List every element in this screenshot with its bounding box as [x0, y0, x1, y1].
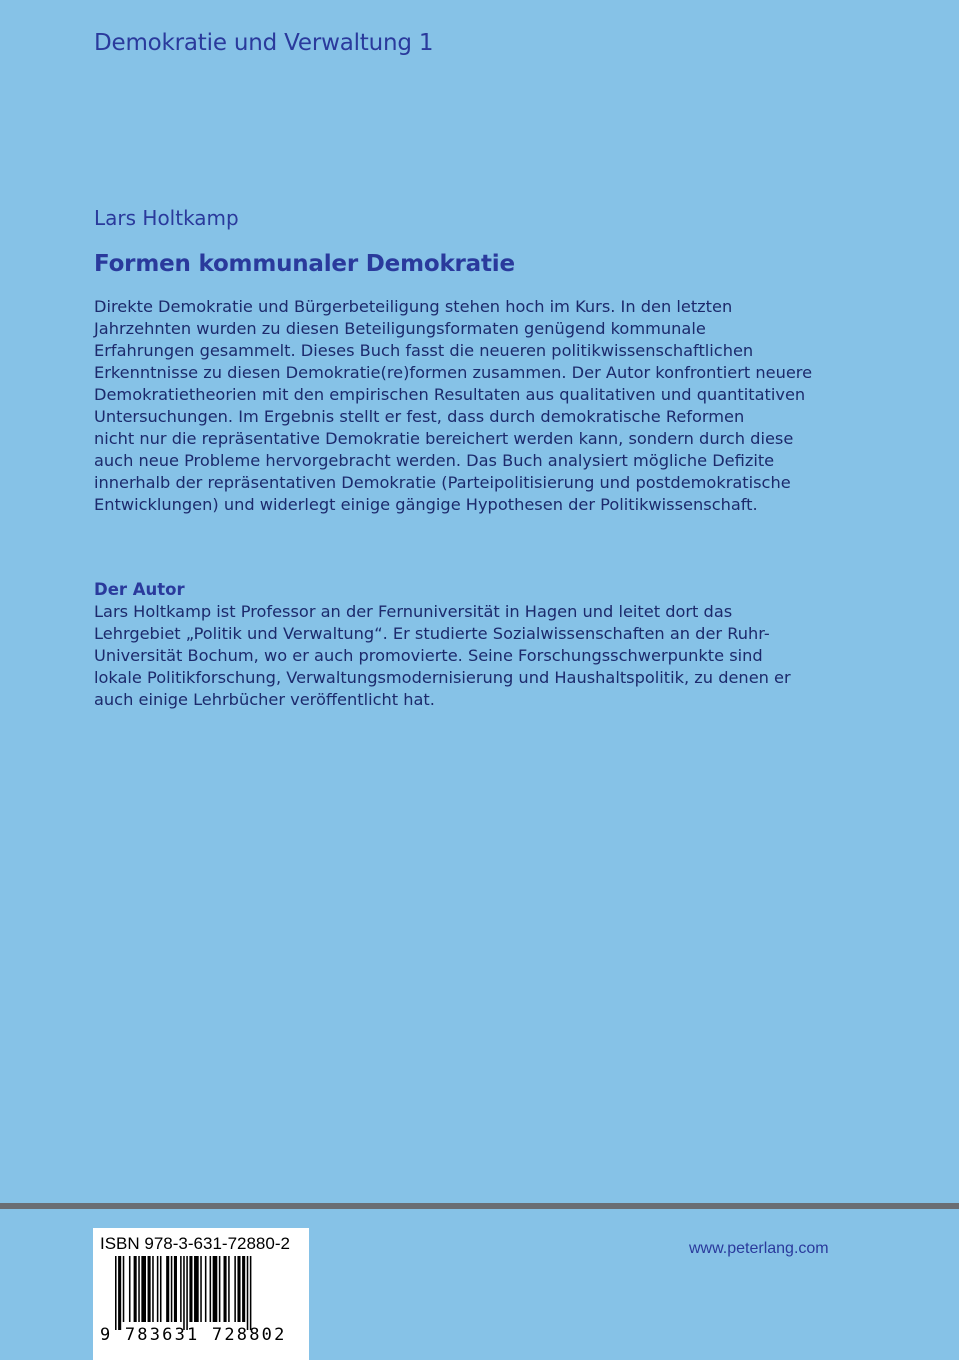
- barcode-bar: [180, 1256, 182, 1322]
- about-author-heading: Der Autor: [94, 580, 185, 599]
- blurb-line: Direkte Demokratie und Bürgerbeteiligung stehen hoch im Kurs. In den letzten: [94, 297, 733, 316]
- isbn-label: ISBN 978-3-631-72880-2: [100, 1234, 290, 1253]
- barcode-bar: [118, 1256, 121, 1330]
- barcode-bar: [228, 1256, 230, 1322]
- divider: [0, 1203, 959, 1209]
- blurb-line: Erfahrungen gesammelt. Dieses Buch fasst die neueren politikwissenschaftlichen: [94, 341, 754, 360]
- barcode-bar: [123, 1256, 125, 1322]
- blurb-line: Erkenntnisse zu diesen Demokratie(re)formen zusammen. Der Autor konfrontiert neuere: [94, 363, 813, 382]
- barcode-bar: [210, 1256, 212, 1322]
- barcode-bar: [186, 1256, 188, 1330]
- barcode-bar: [129, 1256, 131, 1322]
- barcode-bar: [194, 1256, 199, 1322]
- barcode-bar: [134, 1256, 137, 1322]
- barcode-digits: 9 783631 728802: [100, 1325, 287, 1345]
- about-line: auch einige Lehrbücher veröffentlicht hat.: [94, 690, 435, 709]
- barcode-bar: [152, 1256, 154, 1322]
- barcode-bar: [224, 1256, 227, 1322]
- barcode-bar: [141, 1256, 146, 1322]
- barcode-bar: [250, 1256, 252, 1330]
- barcode-bar: [174, 1256, 177, 1322]
- about-author-text: [94, 601, 791, 711]
- about-line: Lars Holtkamp ist Professor an der Fernuniversität in Hagen und leitet dort das: [94, 602, 733, 621]
- barcode-bar: [242, 1256, 245, 1322]
- barcode-bar: [166, 1256, 169, 1322]
- barcode-bar: [200, 1256, 202, 1322]
- about-line: lokale Politikforschung, Verwaltungsmodernisierung und Haushaltspolitik, zu denen er: [94, 668, 791, 687]
- barcode-bar: [213, 1256, 218, 1322]
- isbn-barcode: [93, 1228, 309, 1360]
- barcode-bar: [148, 1256, 151, 1322]
- book-title: Formen kommunaler Demokratie: [94, 251, 515, 277]
- series-title: Demokratie und Verwaltung 1: [94, 30, 434, 56]
- blurb-line: Untersuchungen. Im Ergebnis stellt er fest, dass durch demokratische Reformen: [94, 407, 745, 426]
- blurb-line: Demokratietheorien mit den empirischen Resultaten aus qualitativen und quantitativen: [94, 385, 806, 404]
- author-name: Lars Holtkamp: [94, 206, 239, 230]
- barcode-bar: [189, 1256, 192, 1322]
- blurb: [94, 296, 813, 516]
- blurb-line: auch neue Probleme hervorgebracht werden. Das Buch analysiert mögliche Defizite: [94, 451, 775, 470]
- barcode-bar: [171, 1256, 173, 1322]
- blurb-line: Entwicklungen) und widerlegt einige gängige Hypothesen der Politikwissenschaft.: [94, 495, 758, 514]
- barcode-bar: [115, 1256, 117, 1330]
- barcode-bar: [183, 1256, 185, 1330]
- blurb-line: Jahrzehnten wurden zu diesen Beteiligungsformaten genügend kommunale: [94, 319, 706, 338]
- barcode-bar: [247, 1256, 249, 1330]
- barcode-bar: [219, 1256, 221, 1322]
- barcode-bar: [138, 1256, 140, 1322]
- publisher-website[interactable]: www.peterlang.com: [689, 1240, 829, 1257]
- barcode-bar: [160, 1256, 162, 1322]
- blurb-line: innerhalb der repräsentativen Demokratie (Parteipolitisierung und postdemokratische: [94, 473, 791, 492]
- barcode-bar: [157, 1256, 159, 1322]
- blurb-line: nicht nur die repräsentative Demokratie bereichert werden kann, sondern durch diese: [94, 429, 794, 448]
- about-line: Universität Bochum, wo er auch promovierte. Seine Forschungsschwerpunkte sind: [94, 646, 763, 665]
- barcode-bar: [237, 1256, 240, 1322]
- barcode-bar: [205, 1256, 207, 1322]
- about-line: Lehrgebiet „Politik und Verwaltung“. Er studierte Sozialwissenschaften an der Ruhr-: [94, 624, 770, 643]
- barcode-bar: [234, 1256, 236, 1322]
